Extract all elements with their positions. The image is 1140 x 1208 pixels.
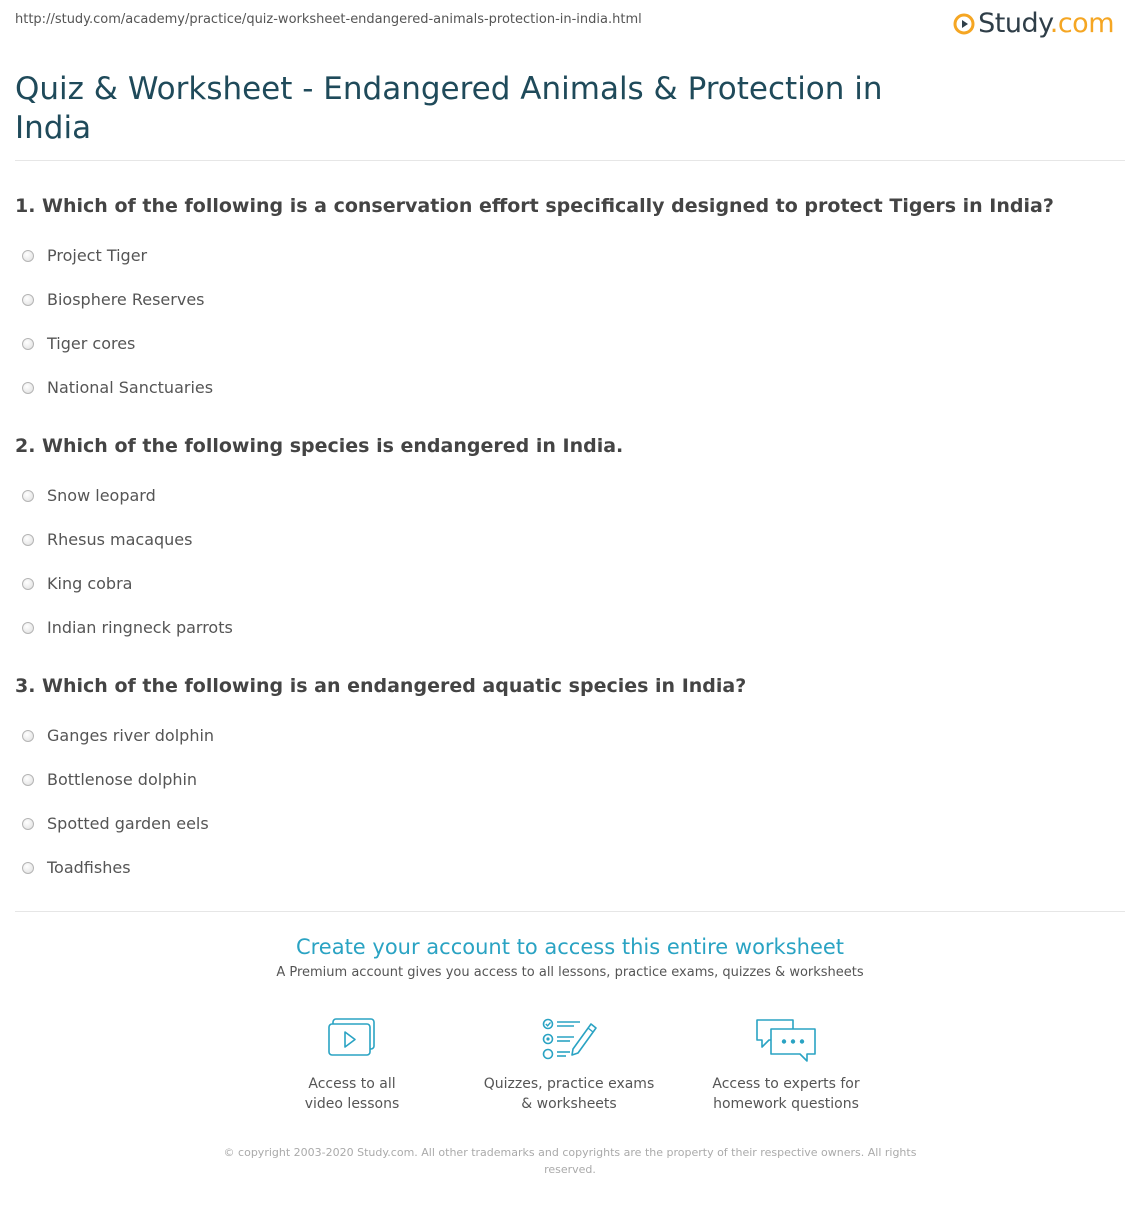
question-1: 1. Which of the following is a conservation effort specifically designed to protect Tigers in India? bbox=[15, 195, 1054, 217]
create-account-link[interactable]: Create your account to access this entire worksheet bbox=[295, 935, 845, 959]
question-3-options bbox=[22, 718, 214, 894]
radio-button[interactable] bbox=[22, 774, 34, 786]
radio-button[interactable] bbox=[22, 338, 34, 350]
question-2-options bbox=[22, 478, 233, 654]
radio-button[interactable] bbox=[22, 818, 34, 830]
answer-option[interactable]: Project Tiger bbox=[22, 238, 213, 282]
feature-label: Access to all video lessons bbox=[304, 1076, 400, 1112]
answer-option[interactable]: Toadfishes bbox=[22, 850, 214, 894]
divider bbox=[15, 160, 1125, 161]
radio-button[interactable] bbox=[22, 622, 34, 634]
radio-button[interactable] bbox=[22, 862, 34, 874]
answer-option[interactable]: Biosphere Reserves bbox=[22, 282, 213, 326]
answer-option[interactable]: King cobra bbox=[22, 566, 233, 610]
radio-button[interactable] bbox=[22, 294, 34, 306]
study-logo[interactable] bbox=[953, 8, 1114, 39]
feature-label: Quizzes, practice exams & worksheets bbox=[483, 1076, 655, 1112]
feature-video-lessons bbox=[252, 1016, 452, 1114]
chat-experts-icon bbox=[753, 1016, 819, 1064]
answer-option[interactable]: Indian ringneck parrots bbox=[22, 610, 233, 654]
question-1-options bbox=[22, 238, 213, 414]
radio-button[interactable] bbox=[22, 490, 34, 502]
answer-option[interactable]: Bottlenose dolphin bbox=[22, 762, 214, 806]
copyright-notice: © copyright 2003-2020 Study.com. All other trademarks and copyrights are the property of their respective owners. All rights reserved. bbox=[223, 1146, 917, 1176]
feature-experts bbox=[686, 1016, 886, 1114]
logo-text: Study.com bbox=[978, 8, 1114, 39]
question-2: 2. Which of the following species is endangered in India. bbox=[15, 435, 624, 457]
answer-option[interactable]: National Sanctuaries bbox=[22, 370, 213, 414]
radio-button[interactable] bbox=[22, 382, 34, 394]
video-lessons-icon bbox=[326, 1016, 378, 1064]
answer-option[interactable]: Ganges river dolphin bbox=[22, 718, 214, 762]
answer-option[interactable]: Tiger cores bbox=[22, 326, 213, 370]
radio-button[interactable] bbox=[22, 578, 34, 590]
divider bbox=[15, 911, 1125, 912]
answer-option[interactable]: Spotted garden eels bbox=[22, 806, 214, 850]
feature-quizzes bbox=[469, 1016, 669, 1114]
feature-label: Access to experts for homework questions bbox=[712, 1076, 860, 1112]
premium-description: A Premium account gives you access to all lessons, practice exams, quizzes & worksheets bbox=[276, 965, 864, 980]
question-3: 3. Which of the following is an endangered aquatic species in India? bbox=[15, 675, 747, 697]
radio-button[interactable] bbox=[22, 250, 34, 262]
answer-option[interactable]: Snow leopard bbox=[22, 478, 233, 522]
answer-option[interactable]: Rhesus macaques bbox=[22, 522, 233, 566]
play-circle-icon bbox=[953, 13, 975, 35]
quiz-checklist-icon bbox=[540, 1016, 598, 1064]
radio-button[interactable] bbox=[22, 730, 34, 742]
radio-button[interactable] bbox=[22, 534, 34, 546]
page-url: http://study.com/academy/practice/quiz-worksheet-endangered-animals-protection-in-india.html bbox=[15, 12, 642, 27]
page-title: Quiz & Worksheet - Endangered Animals & Protection in India bbox=[15, 71, 883, 146]
